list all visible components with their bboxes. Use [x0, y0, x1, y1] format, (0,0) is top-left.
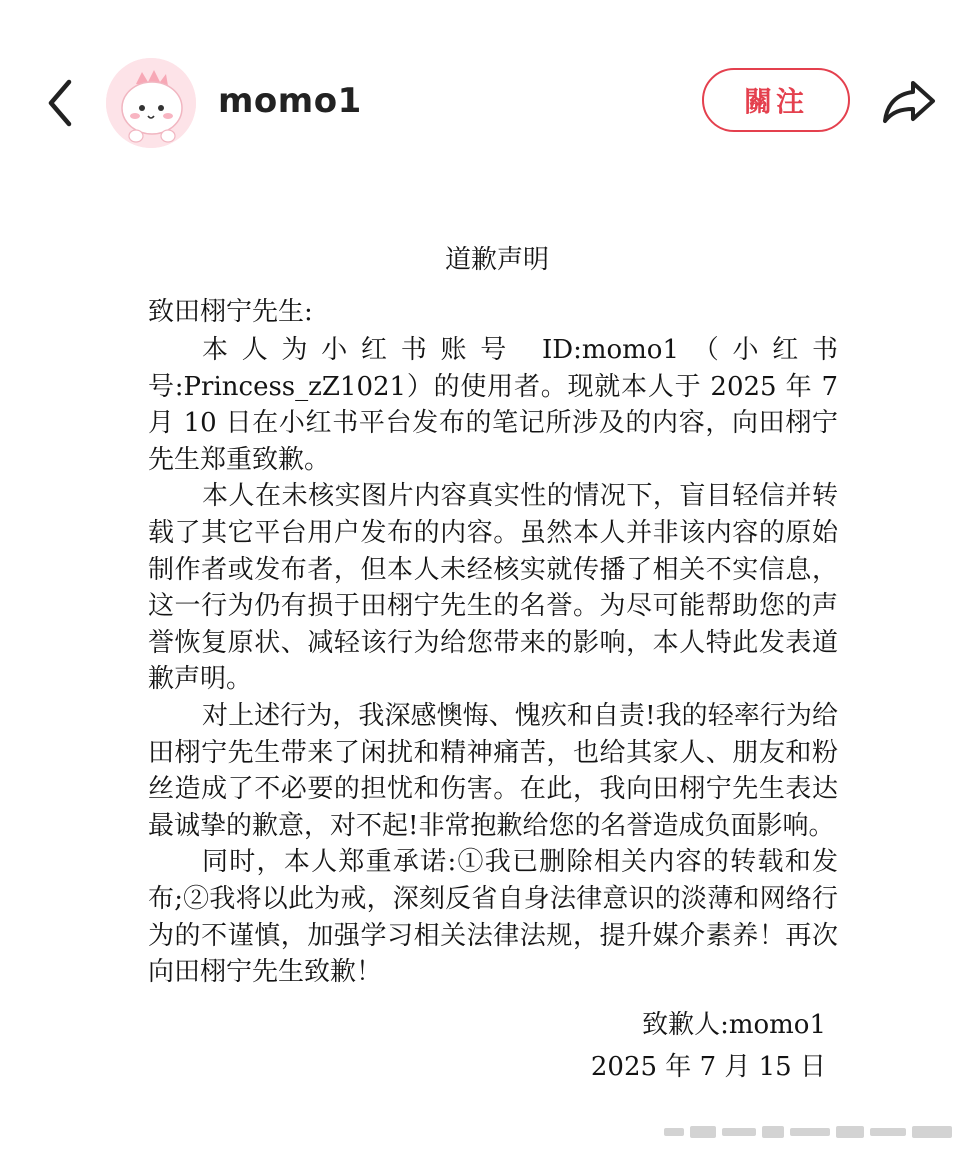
signature: 致歉人:momo1 [642, 1009, 826, 1040]
share-arrow-icon [881, 79, 937, 125]
paragraph: 本人在未核实图片内容真实性的情况下，盲目轻信并转载了其它平台用户发布的内容。虽然本人并非该内容的原始制作者或发布者，但本人未经核实就传播了相关不实信息，这一行为仍有损于田栩宁先生的名誉。为尽可能帮助您的声誉恢复原状、减轻该行为给您带来的影响，本人特此发表道歉声明。 [148, 481, 838, 695]
watermark [660, 1120, 960, 1144]
username[interactable]: momo1 [218, 81, 362, 121]
signature-date: 2025 年 7 月 15 日 [590, 1051, 826, 1082]
back-button[interactable] [30, 68, 90, 138]
salutation: 致田栩宁先生: [148, 297, 313, 327]
document-title: 道歉声明 [444, 245, 549, 275]
apology-statement-document [148, 240, 838, 1088]
paragraph: 对上述行为，我深感懊悔、愧疚和自责!我的轻率行为给田栩宁先生带来了闲扰和精神痛苦，也给其家人、朋友和粉丝造成了不必要的担忧和伤害。在此，我向田栩宁先生表达最诚挚的歉意，对不起!非常抱歉给您的名誉造成负面影响。 [148, 700, 838, 841]
share-button[interactable] [878, 74, 940, 130]
avatar-illustration [106, 58, 196, 148]
post-header [0, 0, 974, 200]
avatar[interactable] [106, 58, 196, 148]
follow-button[interactable]: 關注 [702, 68, 850, 132]
paragraph: 本人为小红书账号 ID:momo1（小红书号:Princess_zZ1021）的使用者。现就本人于 2025 年 7 月 10 日在小红书平台发布的笔记所涉及的内容，向田栩宁先生郑重致歉。 [148, 335, 838, 475]
paragraph: 同时，本人郑重承诺:①我已删除相关内容的转载和发布;②我将以此为戒，深刻反省自身法律意识的淡薄和网络行为的不谨慎，加强学习相关法律法规，提升媒介素养！再次向田栩宁先生致歉！ [148, 847, 838, 988]
chevron-left-icon [45, 78, 75, 128]
